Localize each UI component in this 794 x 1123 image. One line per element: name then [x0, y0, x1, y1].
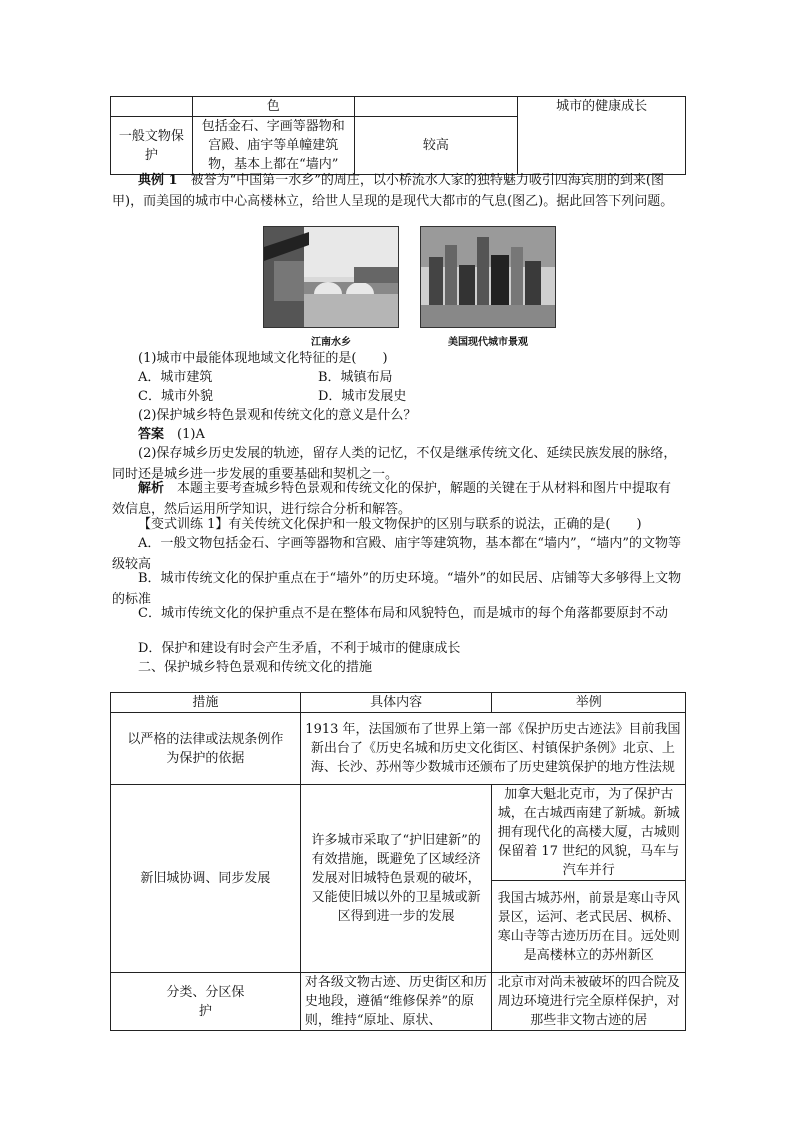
- row2-measure: 新旧城协调、同步发展: [111, 785, 301, 973]
- row3-example: 北京市对尚未被破坏的四合院及周边环境进行完全原样保护，对那些非文物古迹的居: [492, 973, 686, 1031]
- analysis-text: 本题主要考查城乡特色景观和传统文化的保护，解题的关键在于从材料和图片中提取有效信息，然后运用所学知识，进行综合分析和解答。: [112, 481, 672, 517]
- right-image-caption: 美国现代城市景观: [448, 337, 528, 348]
- variant-stem: 有关传统文化保护和一般文物保护的区别与联系的说法，正确的是( ): [228, 517, 642, 532]
- variant-option-a: A．一般文物包括金石、字画等器物和宫殿、庙宇等建筑物，基本都在“墙内”，“墙内”的文物等级较高: [112, 536, 681, 572]
- section-title: 二、保护城乡特色景观和传统文化的措施: [138, 660, 373, 675]
- top-table-cell: 城市的健康成长: [518, 97, 686, 175]
- us-city-photo: [420, 226, 556, 328]
- city-skyline-illustration: [421, 227, 555, 327]
- variant-option-b: B．城市传统文化的保护重点在于“墙外”的历史环境。“墙外”的如民居、店铺等大多够得上文物的标准: [112, 571, 682, 607]
- row3-content: 对各级文物古迹、历史街区和历史地段，遵循“维修保养”的原则，维持“原址、原状、: [300, 973, 492, 1031]
- top-table: [110, 96, 686, 175]
- answer-2: (2)保存城乡历史发展的轨迹，留存人类的记忆，不仅是继承传统文化、延续民族发展的脉络，同时还是城乡进一步发展的重要基础和契机之一。: [112, 446, 677, 482]
- option-c: C．城市外貌: [138, 389, 213, 404]
- option-d: D．城市发展史: [318, 389, 407, 404]
- answer-1: (1)A: [177, 427, 205, 442]
- example-paragraph: [112, 170, 684, 212]
- variant-option-c: C．城市传统文化的保护重点不是在整体布局和风貌特色，而是城市的每个角落都要原封不动: [138, 606, 668, 621]
- top-table-cell: 包括金石、字画等器物和宫殿、庙宇等单幢建筑物，基本上都在“墙内”: [192, 117, 354, 175]
- row2-example-1: 加拿大魁北克市，为了保护古城，在古城西南建了新城。新城拥有现代化的高楼大厦，古城则保留着 17 世纪的风貌，马车与汽车并行: [492, 785, 686, 881]
- row1-measure: 以严格的法律或法规条例作为保护的依据: [111, 713, 301, 785]
- top-table-cell: 较高: [354, 117, 518, 175]
- water-town-illustration: [264, 227, 398, 327]
- analysis-label: 解析: [138, 481, 165, 496]
- row2-example-2: 我国古城苏州，前景是寒山寺风景区，运河、老式民居、枫桥、寒山寺等古迹历历在目。远处则是高楼林立的苏州新区: [492, 881, 686, 973]
- option-a: A．城市建筑: [138, 370, 213, 385]
- top-table-cell: 一般文物保护: [111, 117, 193, 175]
- measures-table: [110, 692, 686, 1031]
- question-2: (2)保护城乡特色景观和传统文化的意义是什么？: [138, 408, 417, 423]
- example-label: 典例 1: [138, 173, 178, 188]
- top-table-cell: 色: [192, 97, 354, 117]
- variant-stem-line: [112, 514, 684, 535]
- answer-label: 答案: [138, 427, 165, 442]
- jiangnan-water-town-photo: [263, 226, 399, 328]
- answer-line-1: [112, 424, 684, 445]
- top-table-cell: [354, 97, 518, 117]
- left-image-caption: 江南水乡: [311, 337, 351, 348]
- variant-label: 【变式训练 1】: [138, 517, 229, 532]
- header-content: 具体内容: [300, 693, 492, 713]
- option-b: B．城镇布局: [318, 370, 393, 385]
- top-table-cell: [111, 97, 193, 117]
- row1-content: 1913 年，法国颁布了世界上第一部《保护历史古迹法》目前我国新出台了《历史名城和历史文化街区、村镇保护条例》北京、上海、长沙、苏州等少数城市还颁布了历史建筑保护的地方性法规: [300, 713, 685, 785]
- header-example: 举例: [492, 693, 686, 713]
- example-text: 被誉为“中国第一水乡”的周庄，以小桥流水人家的独特魅力吸引四海宾朋的到来(图甲)，而美国的城市中心高楼林立，给世人呈现的是现代大都市的气息(图乙)。据此回答下列问题。: [112, 173, 674, 209]
- header-measure: 措施: [111, 693, 301, 713]
- row3-measure: 分类、分区保护: [111, 973, 301, 1031]
- row2-content: 许多城市采取了“护旧建新”的有效措施，既避免了区域经济发展对旧城特色景观的破坏，又能使旧城以外的卫星城或新区得到进一步的发展: [300, 785, 492, 973]
- question-1: (1)城市中最能体现地域文化特征的是( ): [138, 351, 388, 366]
- variant-option-d: D．保护和建设有时会产生矛盾，不利于城市的健康成长: [138, 641, 461, 656]
